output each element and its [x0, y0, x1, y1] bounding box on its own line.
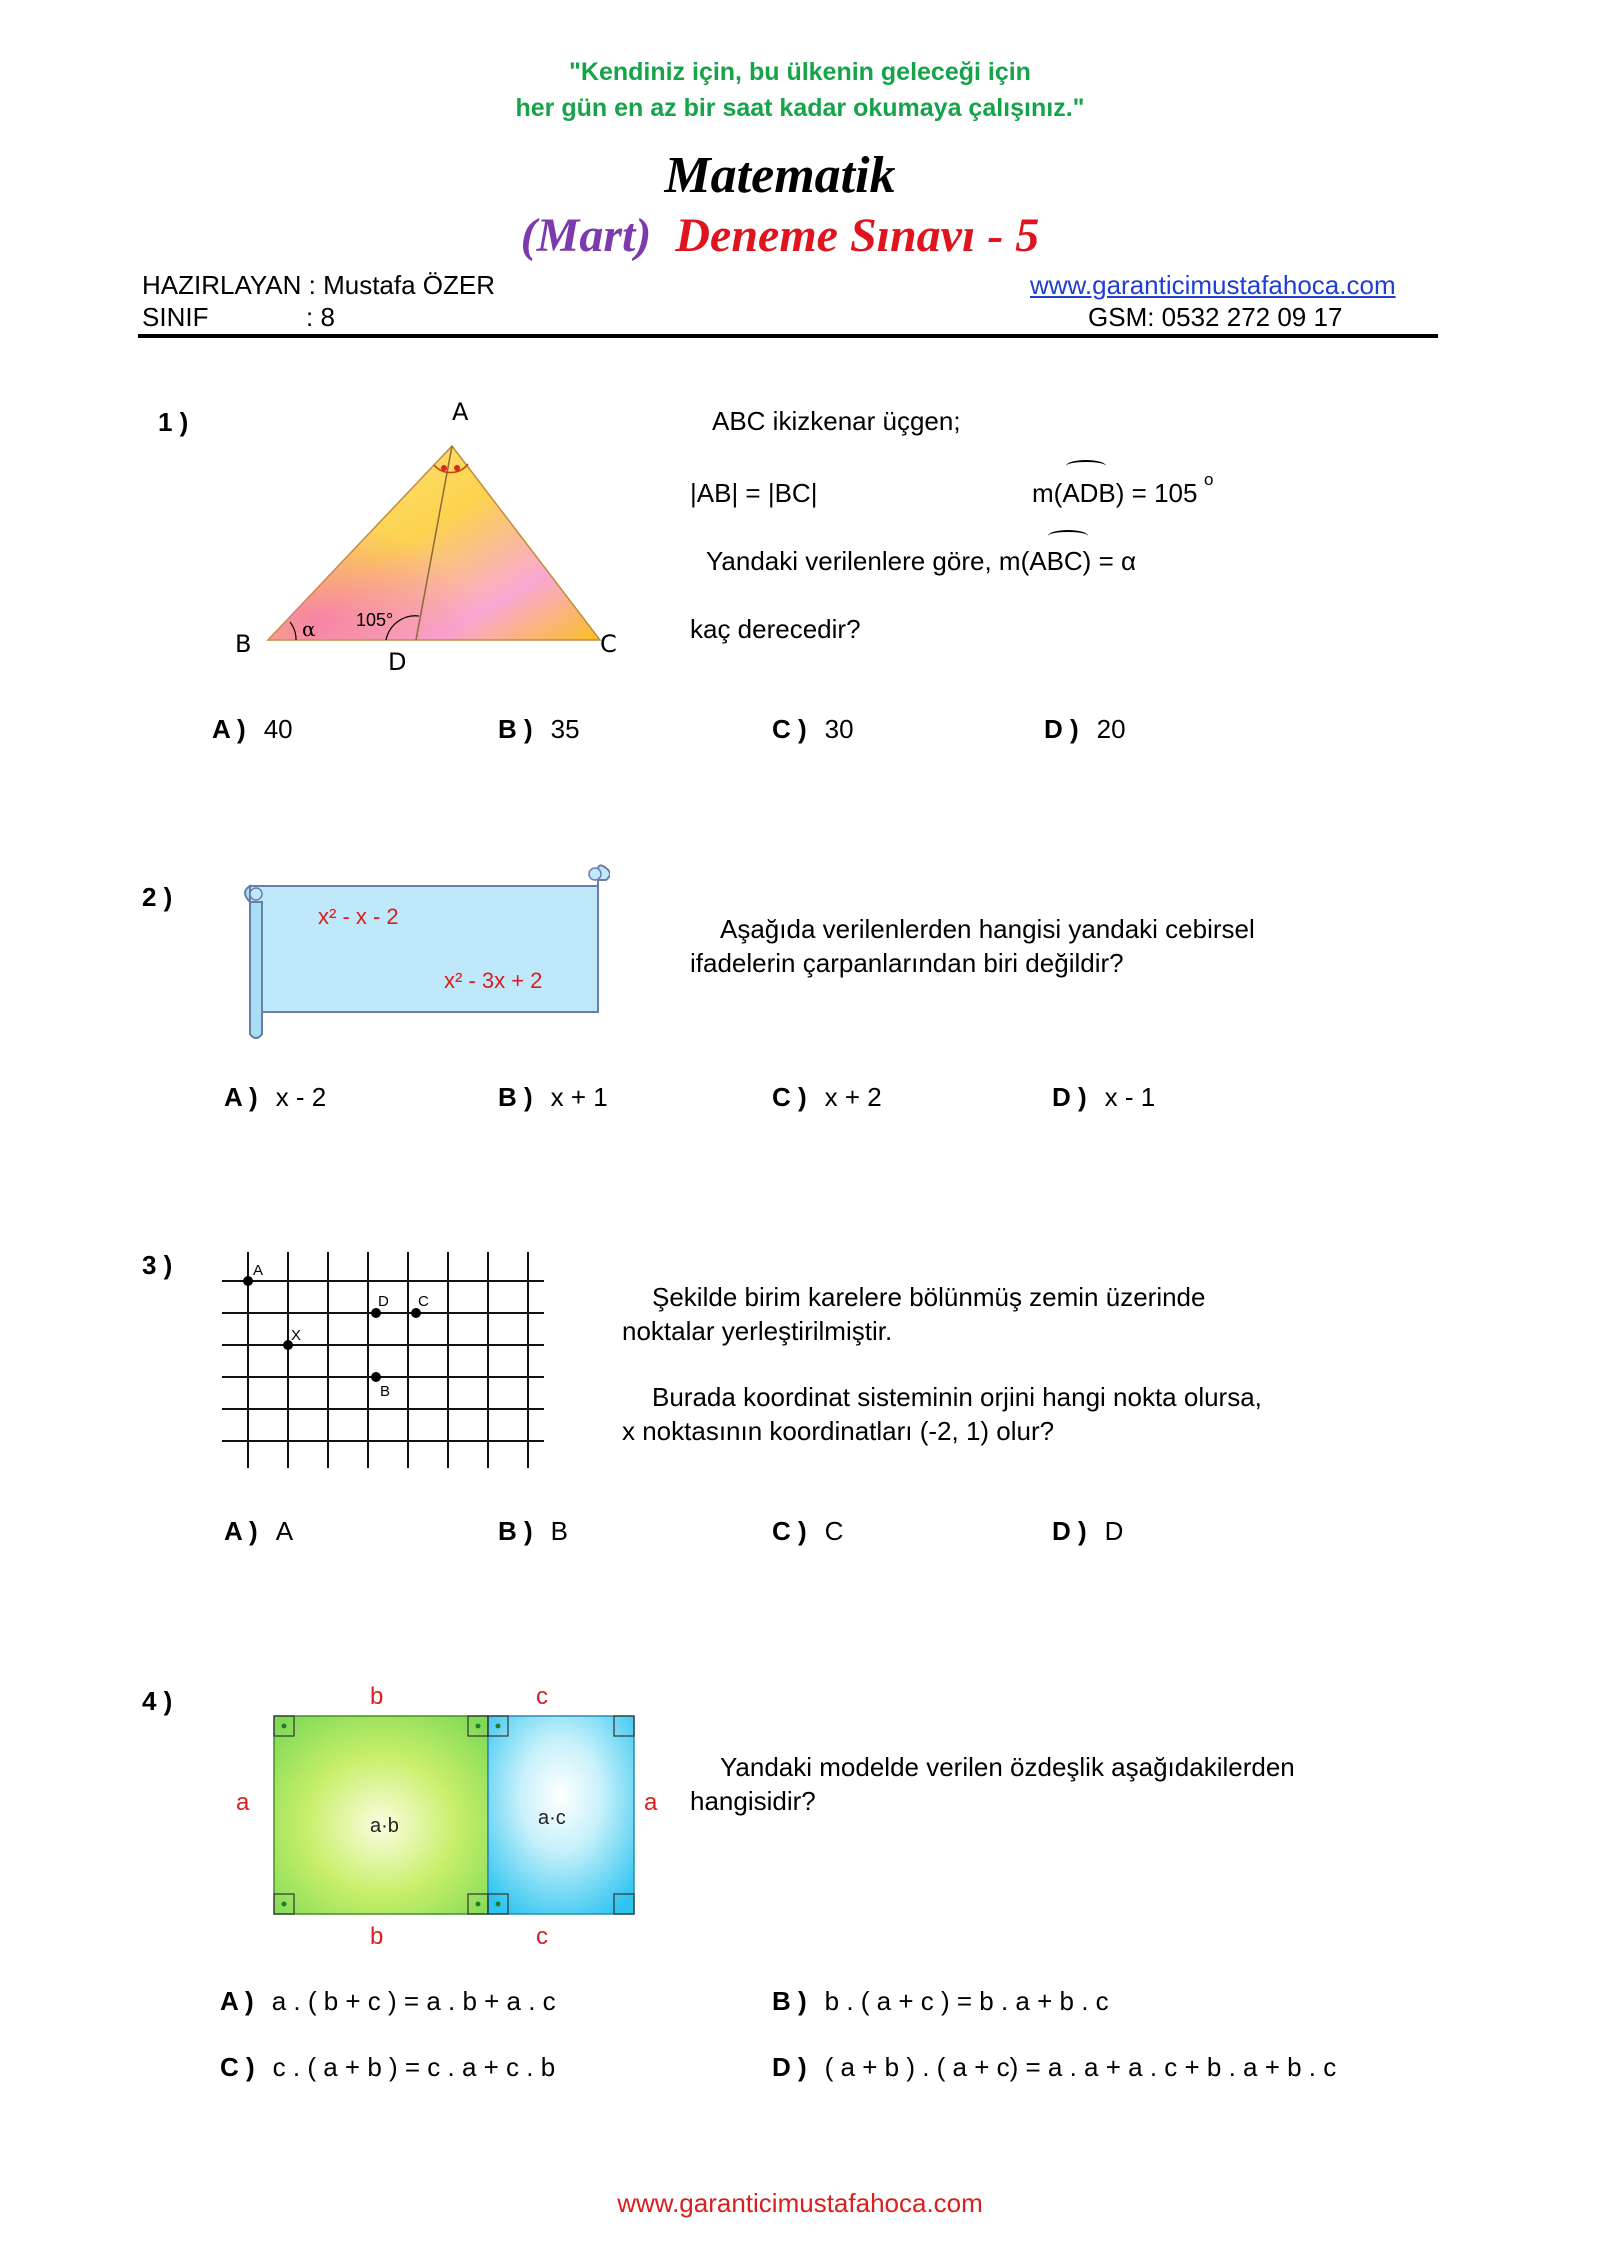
- question-2-option-c[interactable]: C ) x + 2: [772, 1082, 882, 1112]
- question-3-line-2: noktalar yerleştirilmiştir.: [622, 1316, 893, 1346]
- question-1-option-d[interactable]: D ) 20: [1044, 714, 1126, 744]
- question-1-option-c[interactable]: C ) 30: [772, 714, 854, 744]
- question-4-area-model-figure: [224, 1680, 684, 1960]
- footer-website[interactable]: www.garanticimustafahoca.com: [617, 2188, 983, 2218]
- subtitle-exam: Deneme Sınavı - 5: [675, 209, 1040, 262]
- alpha-label: α: [302, 617, 316, 641]
- question-1-option-b[interactable]: B ) 35: [498, 714, 580, 744]
- right-label-a: a: [644, 1789, 658, 1816]
- bottom-label-c: c: [536, 1923, 548, 1950]
- degree-superscript: o: [1204, 470, 1214, 489]
- question-2-line-1: Aşağıda verilenlerden hangisi yandaki cebirsel: [720, 914, 1255, 944]
- top-label-c: c: [536, 1683, 548, 1710]
- question-3-line-3: Burada koordinat sisteminin orjini hangi nokta olursa,: [652, 1382, 1262, 1412]
- question-2-option-a[interactable]: A ) x - 2: [224, 1082, 327, 1112]
- grid-point-x-label: X: [291, 1327, 302, 1344]
- author-label: HAZIRLAYAN : Mustafa ÖZER: [142, 270, 496, 300]
- grid-point-a-label: A: [253, 1262, 264, 1279]
- class-value: : 8: [306, 302, 335, 332]
- motto-line-2: her gün en az bir saat kadar okumaya çalışınız.": [515, 94, 1085, 122]
- subtitle-month: (Mart): [520, 209, 652, 262]
- question-1-line-3: m(ADB) = 105: [1032, 478, 1198, 508]
- question-4-number: 4 ): [142, 1686, 173, 1716]
- question-3-option-b[interactable]: B ) B: [498, 1516, 569, 1546]
- expression-2: x² - 3x + 2: [444, 968, 543, 993]
- question-2-scroll-figure: [240, 862, 610, 1042]
- question-1-triangle-figure: [220, 390, 640, 680]
- question-1-option-a[interactable]: A ) 40: [212, 714, 293, 744]
- question-4-option-a[interactable]: A ) a . ( b + c ) = a . b + a . c: [220, 1986, 556, 2016]
- arc-mark-abc: [1048, 530, 1088, 542]
- area-label-ab: a·b: [370, 1815, 399, 1837]
- question-3-line-1: Şekilde birim karelere bölünmüş zemin üzerinde: [652, 1282, 1206, 1312]
- area-label-ac: a·c: [538, 1807, 566, 1829]
- question-1-number: 1 ): [158, 407, 189, 437]
- gsm-number: GSM: 0532 272 09 17: [1088, 302, 1343, 332]
- grid-point-c-label: C: [418, 1293, 429, 1310]
- left-label-a: a: [236, 1789, 250, 1816]
- question-4-line-2: hangisidir?: [690, 1786, 816, 1816]
- vertex-a-label: A: [452, 398, 469, 426]
- header-rule: [138, 334, 1438, 338]
- question-4-option-d[interactable]: D ) ( a + b ) . ( a + c) = a . a + a . c + b . a + b . c: [772, 2052, 1337, 2082]
- question-2-option-d[interactable]: D ) x - 1: [1052, 1082, 1156, 1112]
- question-3-option-a[interactable]: A ) A: [224, 1516, 294, 1546]
- question-1-line-1: ABC ikizkenar üçgen;: [712, 406, 961, 436]
- question-4-line-1: Yandaki modelde verilen özdeşlik aşağıdakilerden: [720, 1752, 1295, 1782]
- question-3-number: 3 ): [142, 1250, 173, 1280]
- question-2-line-2: ifadelerin çarpanlarından biri değildir?: [690, 948, 1124, 978]
- page-subtitle: [0, 208, 1560, 263]
- question-4-option-c[interactable]: C ) c . ( a + b ) = c . a + c . b: [220, 2052, 556, 2082]
- question-4-option-b[interactable]: B ) b . ( a + c ) = b . a + b . c: [772, 1986, 1109, 2016]
- point-d-label: D: [388, 648, 407, 676]
- question-1-line-4: Yandaki verilenlere göre, m(ABC) = α: [706, 546, 1137, 576]
- website-link[interactable]: www.garanticimustafahoca.com: [1030, 270, 1396, 300]
- class-label: SINIF: [142, 302, 209, 332]
- question-3-option-c[interactable]: C ) C: [772, 1516, 844, 1546]
- arc-mark-adb: [1066, 460, 1106, 472]
- question-1-line-5: kaç derecedir?: [690, 614, 861, 644]
- question-2-option-b[interactable]: B ) x + 1: [498, 1082, 608, 1112]
- angle-105-label: 105°: [356, 610, 394, 630]
- question-1-line-2: |AB| = |BC|: [690, 478, 818, 508]
- question-3-line-4: x noktasının koordinatları (-2, 1) olur?: [622, 1416, 1055, 1446]
- grid-point-d-label: D: [378, 1293, 389, 1310]
- top-label-b: b: [370, 1683, 384, 1710]
- motto-line-1: "Kendiniz için, bu ülkenin geleceği için: [569, 58, 1031, 86]
- question-3-option-d[interactable]: D ) D: [1052, 1516, 1124, 1546]
- expression-1: x² - x - 2: [318, 904, 399, 929]
- question-3-grid-figure: [218, 1250, 548, 1470]
- bottom-label-b: b: [370, 1923, 384, 1950]
- page-title: Matematik: [664, 147, 896, 204]
- vertex-b-label: B: [235, 630, 252, 658]
- vertex-c-label: C: [600, 630, 617, 658]
- grid-point-b-label: B: [380, 1383, 391, 1400]
- question-2-number: 2 ): [142, 882, 173, 912]
